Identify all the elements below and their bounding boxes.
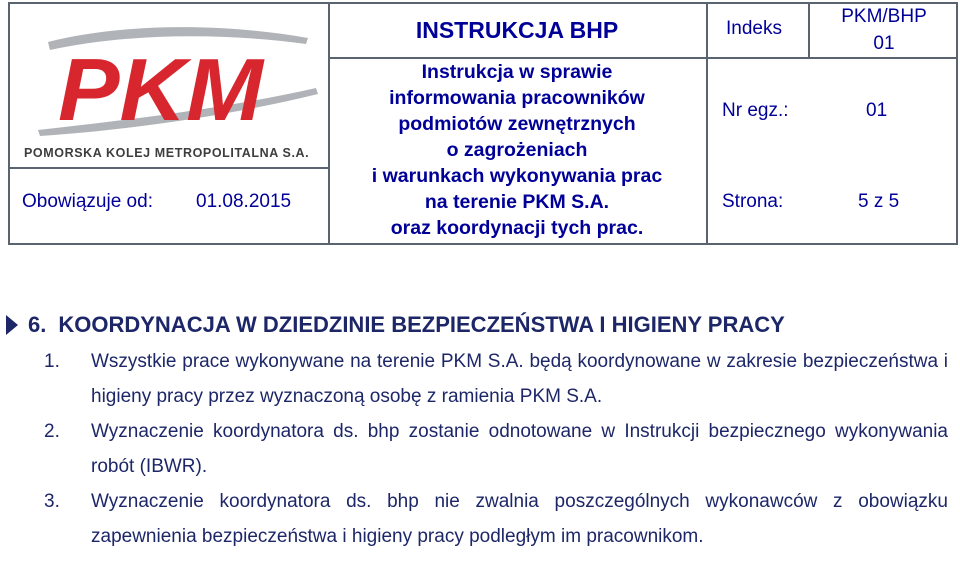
header-border-bottom — [8, 243, 958, 245]
company-tagline: POMORSKA KOLEJ METROPOLITALNA S.A. — [24, 146, 310, 160]
header-index-separator — [706, 57, 956, 59]
document-type: INSTRUKCJA BHP — [415, 16, 619, 43]
section-title: KOORDYNACJA W DZIEDZINIE BEZPIECZEŃSTWA I HIGIENY PRACY — [58, 312, 785, 337]
document-title — [328, 59, 706, 241]
title-line: oraz koordynacji tych prac. — [390, 217, 644, 239]
section-number: 6. — [28, 312, 47, 337]
section-heading — [6, 312, 785, 338]
arrow-bullet-icon — [6, 315, 18, 335]
title-line: Instrukcja w sprawie — [421, 61, 613, 83]
index-value-line1: PKM/BHP — [841, 6, 927, 27]
svg-text:PKM: PKM — [58, 40, 265, 139]
list-item — [44, 344, 948, 414]
pkm-logo-icon — [8, 2, 328, 167]
effective-date: 01.08.2015 — [196, 191, 292, 212]
list-item-number: 2. — [44, 421, 60, 442]
list-item-text: Wszystkie prace wykonywane na terenie PKM S.A. będą koordynowane w zakresie bezpieczeństwa i higieny pracy przez wyznaczoną osobę z ramienia PKM S.A. — [91, 351, 948, 407]
header-border-right — [956, 2, 958, 245]
header-divider-3 — [808, 2, 810, 57]
document-header — [8, 2, 958, 245]
copy-label: Nr egz.: — [722, 100, 789, 121]
index-label: Indeks — [726, 18, 782, 39]
copy-value: 01 — [866, 100, 888, 121]
title-line: informowania pracowników — [389, 87, 645, 109]
effective-label: Obowiązuje od: — [22, 191, 153, 212]
list-item — [44, 484, 948, 554]
header-divider-2 — [706, 2, 708, 245]
page-value: 5 z 5 — [858, 191, 900, 212]
list-item-text: Wyznaczenie koordynatora ds. bhp zostanie odnotowane w Instrukcji bezpiecznego wykonywania robót (IBWR). — [91, 421, 948, 477]
list-item-number: 1. — [44, 351, 60, 372]
list-item-text: Wyznaczenie koordynatora ds. bhp nie zwalnia poszczególnych wykonawców z obowiązku zapewnienia bezpieczeństwa i higieny pracy podległym im pracownikom. — [91, 491, 948, 547]
list-item-number: 3. — [44, 491, 60, 512]
title-line: i warunkach wykonywania prac — [371, 165, 663, 187]
title-line: podmiotów zewnętrznych — [398, 113, 636, 135]
header-logo-separator — [8, 167, 328, 169]
page-label: Strona: — [722, 191, 784, 212]
title-line: na terenie PKM S.A. — [424, 191, 610, 213]
list-item — [44, 414, 948, 484]
index-value-line2: 01 — [873, 33, 895, 54]
title-line: o zagrożeniach — [446, 139, 588, 161]
pkm-logo — [8, 2, 328, 167]
